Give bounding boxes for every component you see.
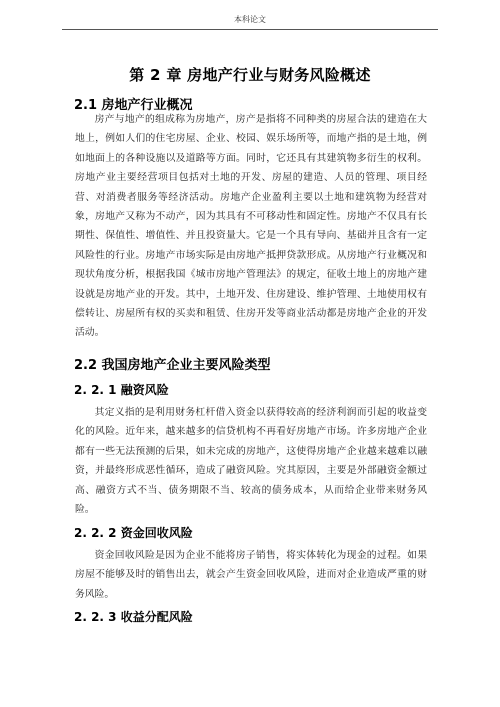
section-2-2-1-paragraph: 其定义指的是利用财务杠杆借入资金以获得较高的经济利润而引起的收益变化的风险。近年来，越来越多的信贷机构不再看好房地产市场。许多房地产企业都有一些无法预测的后果，如未完成的房地产，这使得房地产企业越来越难以融资，并最终形成恶性循环，造成了融资风险。究其原因，主要是外部融资金额过高、融资方式不当、债务期限不当、较高的债务成本，从而给企业带来财务风险。	[75, 407, 427, 516]
section-heading-2-2-2: 2. 2. 2 资金回收风险	[74, 526, 193, 540]
section-2-1-paragraph: 房产与地产的组成称为房地产，房产是指将不同种类的房屋合法的建造在大地上，例如人们的住宅房屋、企业、校园、娱乐场所等，而地产指的是土地，例如地面上的各种设施以及道路等方面。同时，它还具有其建筑物多衍生的权利。房地产业主要经营项目包括对土地的开发、房屋的建造、人员的管理、项目经营、对消费者服务等经济活动。房地产企业盈利主要以土地和建筑物为经营对象，房地产又称为不动产，因为其具有不可移动性和固定性。房地产不仅具有长期性、保值性、增值性、并且投资量大。它是一个具有导向、基础并且含有一定风险性的行业。房地产市场实际是由房地产抵押贷款形成。从房地产行业概况和现状角度分析，根据我国《城市房地产管理法》的规定，征收土地上的房地产建设就是房地产业的开发。其中，土地开发、住房建设、维护管理、土地使用权有偿转让、房屋所有权的买卖和租赁、住房开发等商业活动都是房地产企业的开发活动。	[75, 114, 427, 339]
running-header: 本科论文	[234, 15, 266, 24]
section-heading-2-1: 2.1 房地产行业概况	[74, 98, 193, 113]
header-divider	[62, 29, 438, 30]
section-2-2-2-paragraph: 资金回收风险是因为企业不能将房子销售，将实体转化为现金的过程。如果房屋不能够及时的销售出去，就会产生资金回收风险，进而对企业造成严重的财务风险。	[75, 550, 427, 600]
section-heading-2-2: 2.2 我国房地产企业主要风险类型	[74, 358, 271, 373]
section-heading-2-2-1: 2. 2. 1 融资风险	[74, 383, 169, 397]
section-heading-2-2-3: 2. 2. 3 收益分配风险	[74, 610, 193, 624]
chapter-title: 第 2 章 房地产行业与财务风险概述	[129, 66, 371, 84]
